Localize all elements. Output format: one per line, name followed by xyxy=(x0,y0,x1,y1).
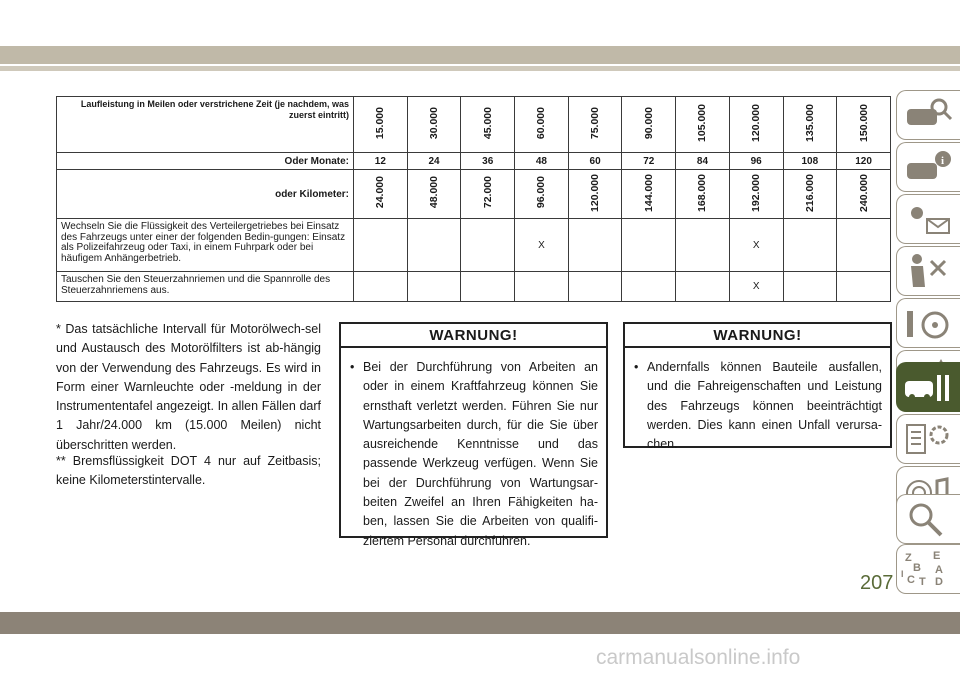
footnote-oil-change: * Das tatsächliche Intervall für Motorölwech-sel und Austausch des Motorölfilters ist ab-hängig von der Verwendung des Fahrzeugs. Es wird in Form einer Warnleuchte oder -meldung in der Instrumententafel angezeigt. In allen Fällen darf 1 Jahr/24.000 km (15.000 Meilen) nicht überschritten werden. xyxy=(56,322,321,452)
warning-box-maintenance xyxy=(339,322,608,548)
warning-title: WARNUNG! xyxy=(625,324,890,348)
car-info-icon xyxy=(901,147,955,187)
interval-mark xyxy=(407,272,461,302)
mileage-cell: 105.000 xyxy=(676,97,730,153)
svg-text:i: i xyxy=(941,155,945,167)
mileage-cell: 120.000 xyxy=(729,97,783,153)
kilometers-cell: 216.000 xyxy=(783,170,837,219)
service-description: Wechseln Sie die Flüssigkeit des Verteilergetriebes bei Einsatz des Fahrzeugs unter einer der folgenden Bedin-gungen: Einsatz als Polizeifahrzeug oder Taxi, in einem Fuhrpark oder bei häufigem Anhängerbetrieb. xyxy=(57,219,354,272)
mileage-cell: 150.000 xyxy=(837,97,891,153)
mileage-cell: 45.000 xyxy=(461,97,515,153)
interval-mark xyxy=(515,272,569,302)
index-letter: Z xyxy=(905,552,912,564)
kilometers-cell: 192.000 xyxy=(729,170,783,219)
interval-mark xyxy=(783,219,837,272)
kilometers-cell: 120.000 xyxy=(568,170,622,219)
kilometers-cell: 240.000 xyxy=(837,170,891,219)
index-letter: C xyxy=(907,574,915,586)
tab-technical-specifications[interactable] xyxy=(896,414,960,464)
mileage-cell: 30.000 xyxy=(407,97,461,153)
page-number: 207 xyxy=(860,572,894,594)
index-letter: T xyxy=(919,576,926,588)
interval-mark xyxy=(568,219,622,272)
months-row xyxy=(57,153,891,170)
warning-title: WARNUNG! xyxy=(341,324,606,348)
mileage-cell: 135.000 xyxy=(783,97,837,153)
table-row xyxy=(57,272,891,302)
tab-warning-lights[interactable] xyxy=(896,194,960,244)
mileage-cell: 15.000 xyxy=(354,97,408,153)
tab-index[interactable] xyxy=(896,544,960,594)
bullet: • xyxy=(350,360,355,374)
top-band-line xyxy=(0,66,960,71)
kilometers-header: oder Kilometer: xyxy=(57,170,354,219)
mileage-header: Laufleistung in Meilen oder verstrichene Zeit (je nachdem, was zuerst eintritt) xyxy=(57,97,354,153)
interval-mark: X xyxy=(729,272,783,302)
months-cell: 120 xyxy=(837,153,891,170)
warning-text: Bei der Durchführung von Arbeiten an oder in einem Kraftfahrzeug können Sie ernsthaft verletzt werden. Führen Sie nur Wartungsarbeiten durch, für die Sie über ausreichende Kenntnisse und das passende Werkzeug verfügen. Wenn Sie bei der Durchführung von Wartungsar-beiten Zweifel an Ihren Fähigkeiten ha-ben, lassen Sie die Arbeiten von qualifi-ziertem Personal durchführen. xyxy=(363,360,598,548)
index-letter: A xyxy=(935,564,943,576)
warning-item xyxy=(634,358,882,454)
months-cell: 24 xyxy=(407,153,461,170)
interval-mark xyxy=(622,272,676,302)
tab-safety[interactable] xyxy=(896,246,960,296)
warning-box-failure xyxy=(623,322,892,452)
index-letter: B xyxy=(913,562,921,574)
interval-mark xyxy=(568,272,622,302)
interval-mark xyxy=(837,219,891,272)
car-service-tools-icon xyxy=(901,367,955,407)
tab-customer-assistance[interactable] xyxy=(896,494,960,544)
interval-mark xyxy=(783,272,837,302)
bullet: • xyxy=(634,360,639,374)
steering-wheel-icon xyxy=(901,303,955,343)
service-description: Tauschen Sie den Steuerzahnriemen und die Spannrolle des Steuerzahnriemens aus. xyxy=(57,272,354,302)
index-letter: E xyxy=(933,550,941,562)
months-cell: 36 xyxy=(461,153,515,170)
months-cell: 72 xyxy=(622,153,676,170)
months-cell: 48 xyxy=(515,153,569,170)
months-cell: 12 xyxy=(354,153,408,170)
interval-mark: X xyxy=(515,219,569,272)
specifications-gear-icon xyxy=(901,419,955,459)
bottom-band xyxy=(0,612,960,634)
tab-getting-to-know[interactable] xyxy=(896,90,960,140)
watermark: carmanualsonline.info xyxy=(596,646,801,669)
interval-mark xyxy=(676,272,730,302)
kilometers-cell: 96.000 xyxy=(515,170,569,219)
warning-light-message-icon xyxy=(901,199,955,239)
interval-mark xyxy=(354,272,408,302)
months-cell: 96 xyxy=(729,153,783,170)
kilometers-cell: 168.000 xyxy=(676,170,730,219)
warning-text: Andernfalls können Bauteile ausfallen, und die Fahreigenschaften und Leistung des Fahrzeugs können beeinträchtigt werden. Dies kann einen Unfall verursa-chen. xyxy=(647,360,882,452)
top-band xyxy=(0,46,960,64)
kilometers-cell: 24.000 xyxy=(354,170,408,219)
months-cell: 108 xyxy=(783,153,837,170)
table-row xyxy=(57,219,891,272)
months-cell: 60 xyxy=(568,153,622,170)
kilometers-row xyxy=(57,170,891,219)
tab-starting-operating[interactable] xyxy=(896,298,960,348)
kilometers-cell: 48.000 xyxy=(407,170,461,219)
interval-mark: X xyxy=(729,219,783,272)
interval-mark xyxy=(461,219,515,272)
maintenance-schedule-table xyxy=(56,96,891,302)
index-letter: D xyxy=(935,576,943,588)
tab-instrument-panel[interactable] xyxy=(896,142,960,192)
magnifier-index-icon xyxy=(901,499,955,539)
interval-mark xyxy=(837,272,891,302)
kilometers-cell: 72.000 xyxy=(461,170,515,219)
interval-mark xyxy=(354,219,408,272)
months-header: Oder Monate: xyxy=(57,153,354,170)
tab-servicing-maintenance[interactable] xyxy=(896,362,960,412)
mileage-row xyxy=(57,97,891,153)
car-search-icon xyxy=(901,95,955,135)
mileage-cell: 60.000 xyxy=(515,97,569,153)
interval-mark xyxy=(461,272,515,302)
interval-mark xyxy=(407,219,461,272)
index-letter: I xyxy=(901,569,904,579)
alphabet-index-icon xyxy=(901,549,955,589)
warning-item xyxy=(350,358,598,551)
interval-mark xyxy=(622,219,676,272)
kilometers-cell: 144.000 xyxy=(622,170,676,219)
airbag-seat-icon xyxy=(901,251,955,291)
interval-mark xyxy=(676,219,730,272)
mileage-cell: 90.000 xyxy=(622,97,676,153)
mileage-cell: 75.000 xyxy=(568,97,622,153)
months-cell: 84 xyxy=(676,153,730,170)
footnote-brake-fluid: ** Bremsflüssigkeit DOT 4 nur auf Zeitbasis; keine Kilometerstintervalle. xyxy=(56,454,321,488)
